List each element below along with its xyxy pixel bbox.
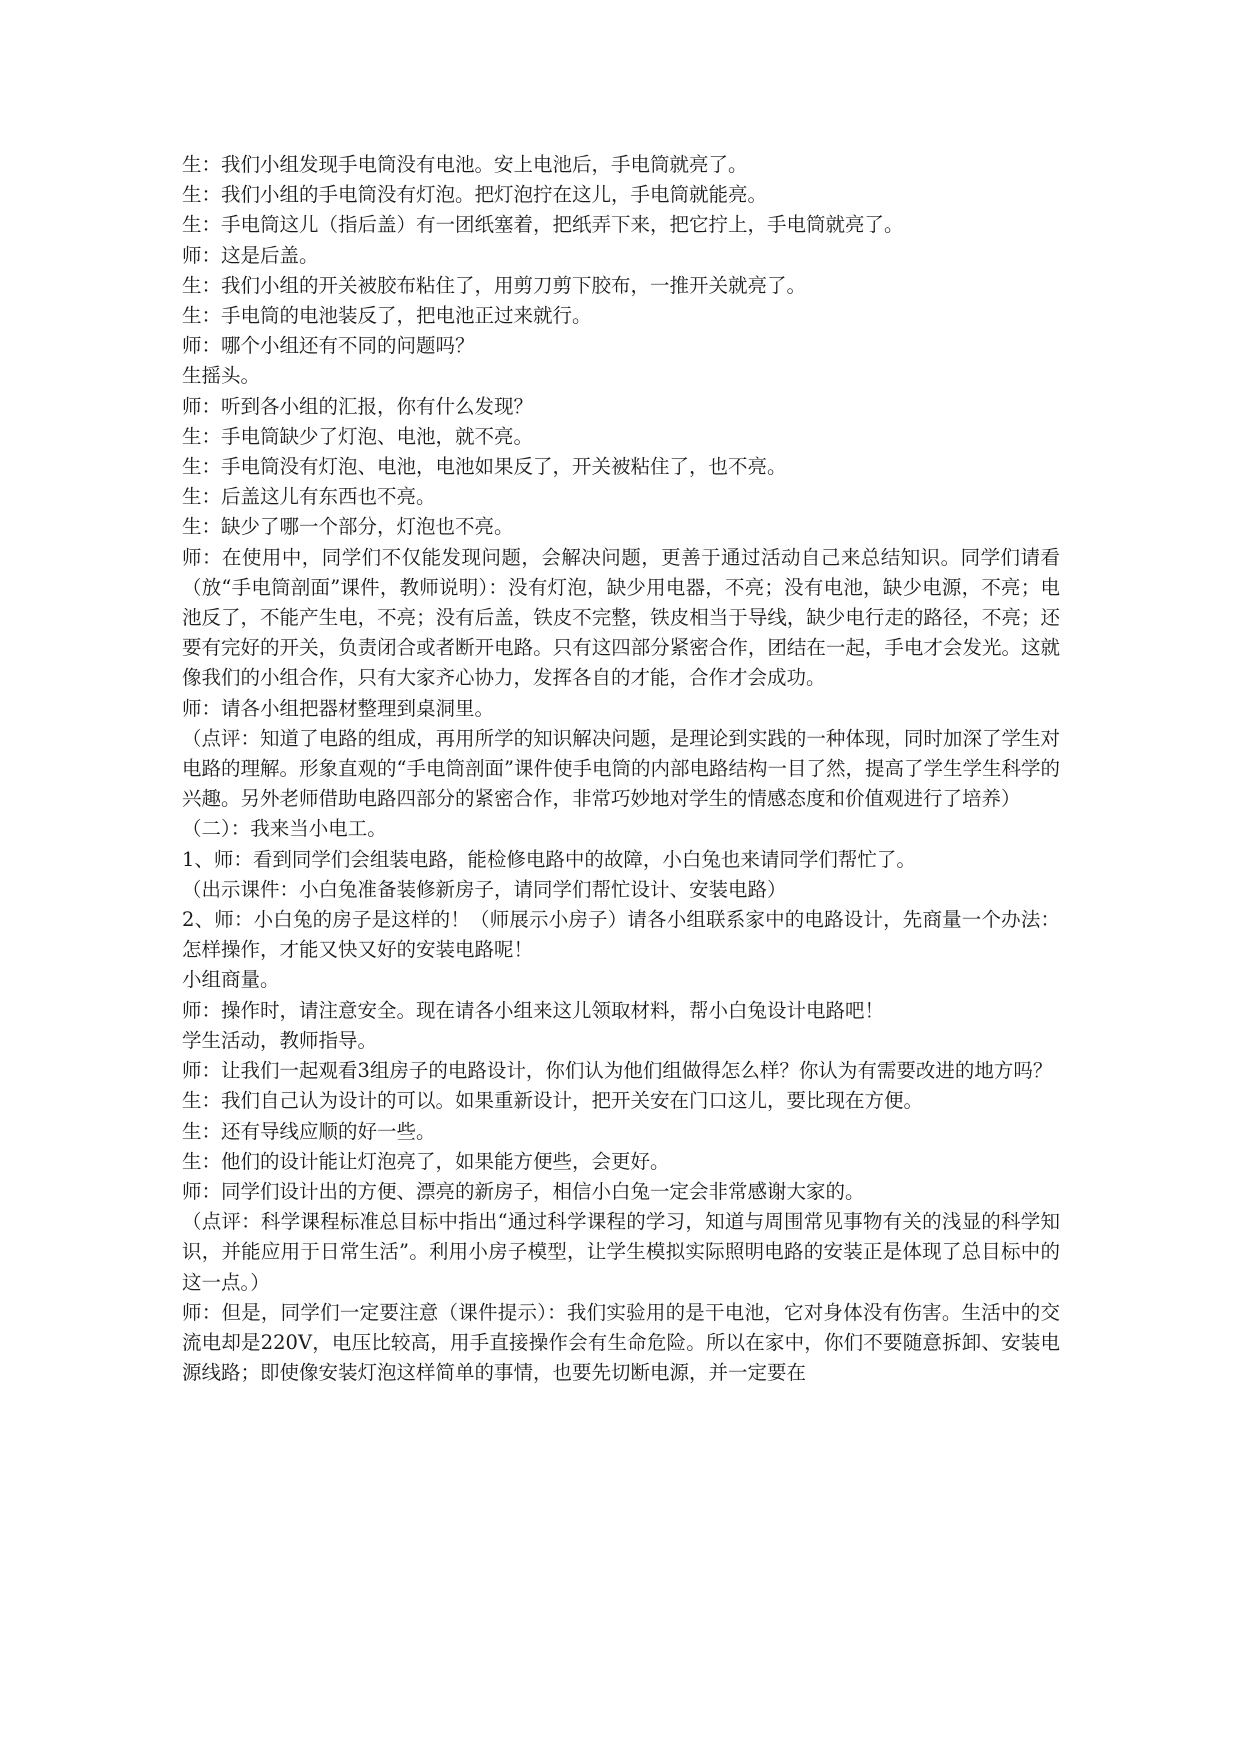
paragraph: 师：哪个小组还有不同的问题吗？: [182, 334, 475, 358]
paragraph: 师：在使用中，同学们不仅能发现问题，会解决问题，更善于通过活动自己来总结知识。同学们请看（放“手电筒剖面”课件，教师说明）：没有灯泡，缺少用电器，不亮；没有电池，缺少电源，不亮；电池反了，不能产生电，不亮；没有后盖，铁皮不完整，铁皮相当于导线，缺少电行走的路径，不亮；还要有完好的开关，负责闭合或者断开电路。只有这四部分紧密合作，团结在一起，手电才会发光。这就像我们的小组合作，只有大家齐心协力，发挥各自的才能，合作才会成功。: [182, 545, 1060, 690]
paragraph: 生：缺少了哪一个部分，灯泡也不亮。: [182, 515, 514, 539]
paragraph: 师：但是，同学们一定要注意（课件提示）：我们实验用的是干电池，它对身体没有伤害。生活中的交流电却是220V，电压比较高，用手直接操作会有生命危险。所以在家中，你们不要随意拆卸、安装电源线路；即使像安装灯泡这样简单的事情，也要先切断电源，并一定要在: [182, 1300, 1060, 1385]
paragraph: 生摇头。: [182, 364, 261, 388]
paragraph: 学生活动，教师指导。: [182, 1028, 378, 1052]
paragraph: 生：手电筒没有灯泡、电池，电池如果反了，开关被粘住了，也不亮。: [182, 455, 787, 479]
paragraph: （点评：知道了电路的组成，再用所学的知识解决问题，是理论到实践的一种体现，同时加深了学生对电路的理解。形象直观的“手电筒剖面”课件使手电筒的内部电路结构一目了然，提高了学生学生科学的兴趣。另外老师借助电路四部分的紧密合作，非常巧妙地对学生的情感态度和价值观进行了培养）: [182, 726, 1060, 811]
paragraph: 师：这是后盖。: [182, 243, 319, 267]
paragraph: 生：我们小组的手电筒没有灯泡。把灯泡拧在这儿，手电筒就能亮。: [182, 183, 768, 207]
paragraph: 师：让我们一起观看3组房子的电路设计，你们认为他们组做得怎么样？你认为有需要改进的地方吗？: [182, 1059, 1053, 1083]
paragraph: 生：手电筒这儿（指后盖）有一团纸塞着，把纸弄下来，把它拧上，手电筒就亮了。: [182, 213, 904, 237]
paragraph: 2、师：小白兔的房子是这样的！（师展示小房子）请各小组联系家中的电路设计，先商量一个办法：怎样操作，才能又快又好的安装电路呢！: [182, 908, 1060, 962]
paragraph: （出示课件：小白兔准备装修新房子，请同学们帮忙设计、安装电路）: [182, 877, 787, 901]
paragraph: 师：请各小组把器材整理到桌洞里。: [182, 696, 495, 720]
paragraph: 生：我们小组的开关被胶布粘住了，用剪刀剪下胶布，一推开关就亮了。: [182, 273, 807, 297]
paragraph: 1、师：看到同学们会组装电路，能检修电路中的故障，小白兔也来请同学们帮忙了。: [182, 847, 916, 871]
paragraph: 师：听到各小组的汇报，你有什么发现？: [182, 394, 534, 418]
paragraph: 生：后盖这儿有东西也不亮。: [182, 485, 436, 509]
paragraph: 师：同学们设计出的方便、漂亮的新房子，相信小白兔一定会非常感谢大家的。: [182, 1179, 865, 1203]
paragraph: 生：还有导线应顺的好一些。: [182, 1119, 436, 1143]
paragraph: 生：我们小组发现手电筒没有电池。安上电池后，手电筒就亮了。: [182, 153, 748, 176]
paragraph: 生：我们自己认为设计的可以。如果重新设计，把开关安在门口这儿，要比现在方便。: [182, 1089, 924, 1113]
paragraph: （点评：科学课程标准总目标中指出“通过科学课程的学习，知道与周围常见事物有关的浅显的科学知识，并能应用于日常生活”。利用小房子模型，让学生模拟实际照明电路的安装正是体现了总目标中的这一点。）: [182, 1210, 1060, 1294]
document-body: [182, 150, 1060, 1388]
paragraph: 师：操作时，请注意安全。现在请各小组来这儿领取材料，帮小白兔设计电路吧！: [182, 998, 885, 1022]
paragraph: 生：手电筒缺少了灯泡、电池，就不亮。: [182, 424, 534, 448]
paragraph: 生：他们的设计能让灯泡亮了，如果能方便些，会更好。: [182, 1149, 670, 1173]
paragraph: 生：手电筒的电池装反了，把电池正过来就行。: [182, 304, 592, 328]
paragraph: 小组商量。: [182, 968, 280, 992]
paragraph: （二）：我来当小电工。: [182, 817, 387, 841]
